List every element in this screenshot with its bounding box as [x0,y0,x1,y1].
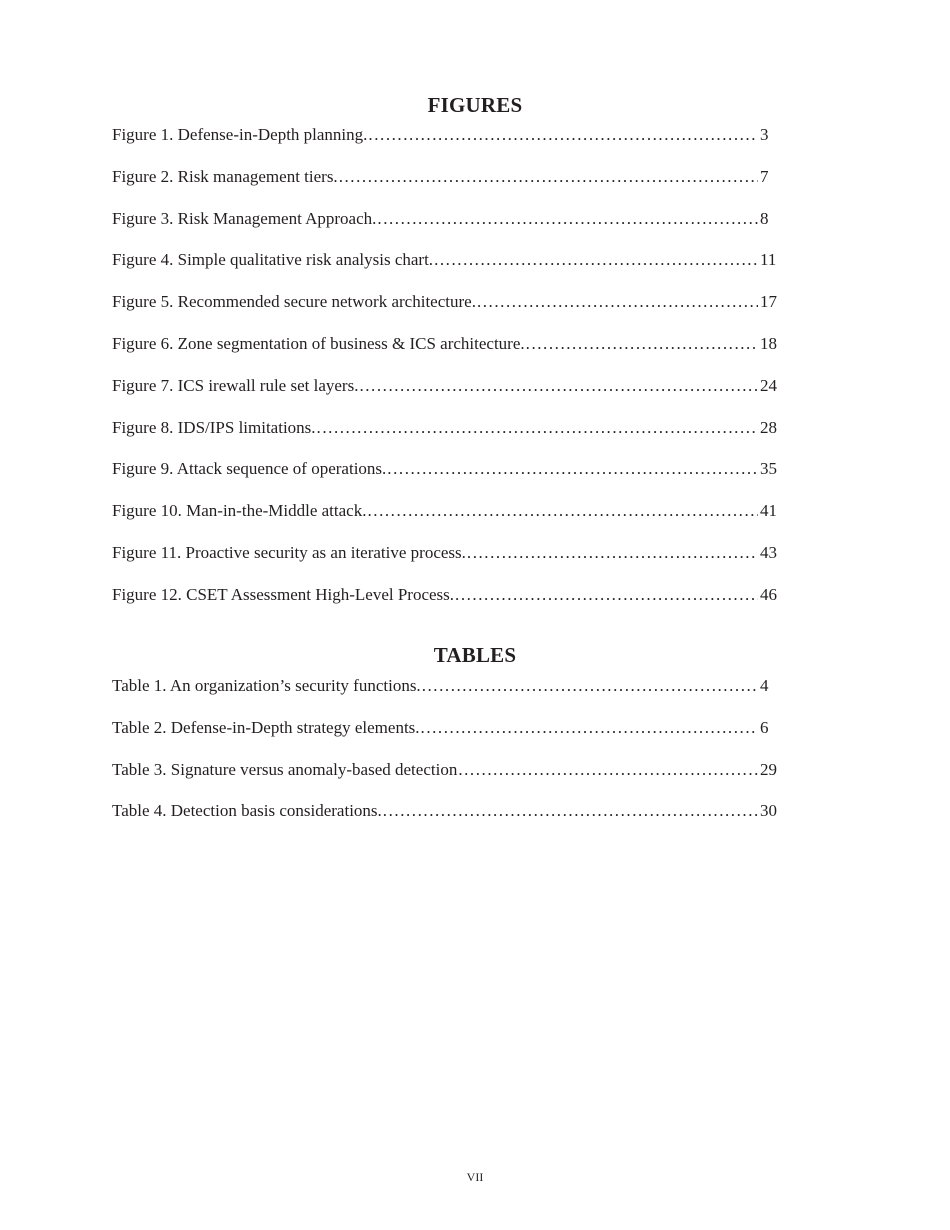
page-number: VII [466,1170,484,1184]
table-entry-page: 6 [760,717,769,737]
figure-entry-label: Figure 11. Proactive security as an iterative process. [112,542,466,562]
figure-entry[interactable] [112,249,782,291]
figure-entry-label: Figure 7. ICS irewall rule set layers. [112,375,359,395]
dot-leader [387,458,758,480]
figure-entry[interactable] [112,291,782,333]
figure-entry-page: 8 [760,208,769,228]
figure-entry-page: 3 [760,125,769,144]
figures-heading: FIGURES [427,93,523,117]
figure-entry[interactable] [112,417,782,459]
dot-leader [367,500,758,522]
figure-entry[interactable] [112,124,782,166]
figures-list [112,124,782,626]
dot-leader [467,542,758,564]
table-entry-label: Table 3. Signature versus anomaly-based detection [112,759,458,779]
tables-list [112,675,782,842]
table-entry-page: 4 [760,676,769,695]
table-entry-page: 30 [760,801,777,821]
figure-entry[interactable] [112,166,782,208]
figure-entry-label: Figure 1. Defense-in-Depth planning. [112,125,368,144]
figure-entry-label: Figure 8. IDS/IPS limitations. [112,417,316,437]
dot-leader [317,417,758,439]
figure-entry-label: Figure 5. Recommended secure network architecture. [112,292,476,312]
dot-leader [434,249,758,271]
dot-leader [377,208,758,230]
dot-leader [383,800,758,822]
table-entry-label: Table 2. Defense-in-Depth strategy elements. [112,717,420,737]
figure-entry[interactable] [112,584,782,626]
figure-entry-label: Figure 12. CSET Assessment High-Level Process. [112,584,455,604]
tables-heading: TABLES [433,643,517,667]
figure-entry-page: 41 [760,501,777,521]
table-entry-page: 29 [760,759,777,779]
table-entry-label: Table 1. An organization’s security functions. [112,676,421,695]
figure-entry-page: 17 [760,292,777,312]
dot-leader [455,584,758,606]
dot-leader [368,124,758,146]
dot-leader [359,375,758,397]
dot-leader [458,759,758,781]
dot-leader [421,717,758,739]
figure-entry-page: 18 [760,333,777,353]
table-entry[interactable] [112,759,782,801]
figure-entry[interactable] [112,500,782,542]
table-entry[interactable] [112,717,782,759]
figure-entry-label: Figure 3. Risk Management Approach. [112,208,377,228]
figure-entry-page: 11 [760,250,777,270]
figure-entry[interactable] [112,375,782,417]
dot-leader [477,291,758,313]
dot-leader [526,333,758,355]
figure-entry-page: 46 [760,584,777,604]
figure-entry[interactable] [112,458,782,500]
figure-entry-label: Figure 9. Attack sequence of operations. [112,459,387,479]
dot-leader [339,166,758,188]
table-entry[interactable] [112,675,782,717]
figure-entry[interactable] [112,333,782,375]
figure-entry-page: 43 [760,542,777,562]
figure-entry-label: Figure 2. Risk management tiers. [112,166,338,186]
table-entry-label: Table 4. Detection basis considerations. [112,801,382,821]
figure-entry[interactable] [112,542,782,584]
figure-entry-label: Figure 6. Zone segmentation of business & ICS architecture. [112,333,525,353]
figure-entry[interactable] [112,208,782,250]
dot-leader [422,675,758,697]
figure-entry-label: Figure 4. Simple qualitative risk analysis chart. [112,250,434,270]
figure-entry-page: 24 [760,375,777,395]
figure-entry-page: 28 [760,417,777,437]
table-entry[interactable] [112,800,782,842]
figure-entry-label: Figure 10. Man-in-the-Middle attack. [112,501,367,521]
figure-entry-page: 7 [760,166,769,186]
figure-entry-page: 35 [760,459,777,479]
